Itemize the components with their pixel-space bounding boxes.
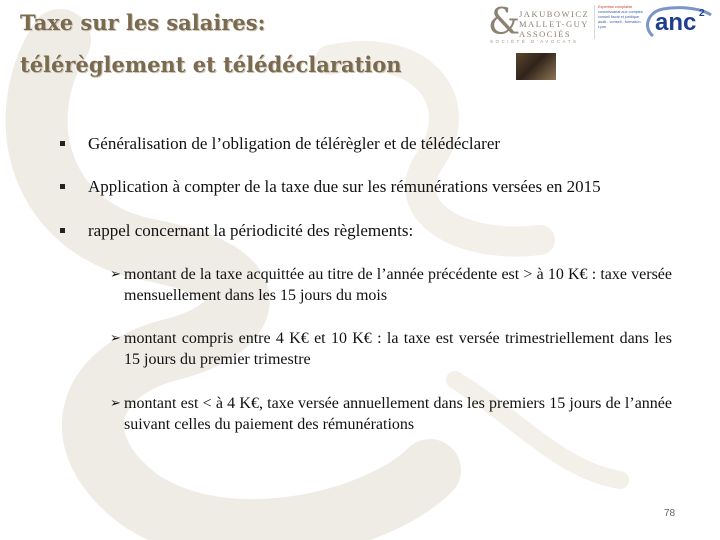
anc-logo-superscript: 2 <box>699 8 705 19</box>
firm-name-line1: JAKUBOWICZ <box>519 9 590 19</box>
slide-title-line2: télérèglement et télédéclaration <box>20 52 402 77</box>
firm-name <box>519 9 589 39</box>
anc-logo-text: anc <box>655 9 697 36</box>
slide-title-line1: Taxe sur les salaires: <box>20 10 266 35</box>
expert-logo-line3: conseil fiscal et juridique <box>598 15 640 19</box>
arrow-bullet-icon: ➢ <box>110 267 121 282</box>
bullet-text: rappel concernant la périodicité des règlements: <box>88 221 414 240</box>
square-bullet-icon <box>60 228 65 233</box>
team-photo-thumbnail <box>516 53 556 80</box>
arrow-bullet-icon: ➢ <box>110 331 121 346</box>
arrow-bullet-icon: ➢ <box>110 396 121 411</box>
ampersand-logo-mark: & <box>488 2 521 43</box>
expert-comptable-logo <box>594 5 645 39</box>
expert-logo-line1: Expertise comptable <box>598 5 633 9</box>
sub-bullet-text: montant compris entre 4 K€ et 10 K€ : la taxe est versée trimestriellement dans les 15 jours du premier trimestre <box>124 330 672 368</box>
bullet-text: Application à compter de la taxe due sur les rémunérations versées en 2015 <box>88 177 601 196</box>
expert-logo-line2: commissariat aux comptes <box>598 10 643 14</box>
firm-name-line2: MALLET-GUY <box>519 19 589 29</box>
expert-logo-line5: Lyon <box>598 25 607 29</box>
square-bullet-icon <box>60 184 65 189</box>
slide-title <box>20 2 402 86</box>
expert-logo-line4: audit - conseil - formation <box>598 20 641 24</box>
firm-tagline: SOCIÉTÉ D'AVOCATS <box>490 39 579 44</box>
firm-name-line3: ASSOCIÉS <box>519 29 572 39</box>
sub-bullet-item <box>110 393 672 435</box>
square-bullet-icon <box>60 141 65 146</box>
sub-bullet-text: montant de la taxe acquittée au titre de l’année précédente est > à 10 K€ : taxe versée mensuellement dans les 15 jours du mois <box>124 266 672 304</box>
jakubowicz-logo <box>488 2 590 46</box>
bullet-text: Généralisation de l’obligation de télérègler et de télédéclarer <box>88 134 501 153</box>
sub-bullet-item <box>110 328 672 370</box>
page-number: 78 <box>664 508 676 519</box>
sub-bullet-item <box>110 264 672 306</box>
anc-logo <box>645 6 717 40</box>
sub-bullet-text: montant est < à 4 K€, taxe versée annuellement dans les premiers 15 jours de l’année suivant celles du paiement des rémunérations <box>124 395 672 433</box>
